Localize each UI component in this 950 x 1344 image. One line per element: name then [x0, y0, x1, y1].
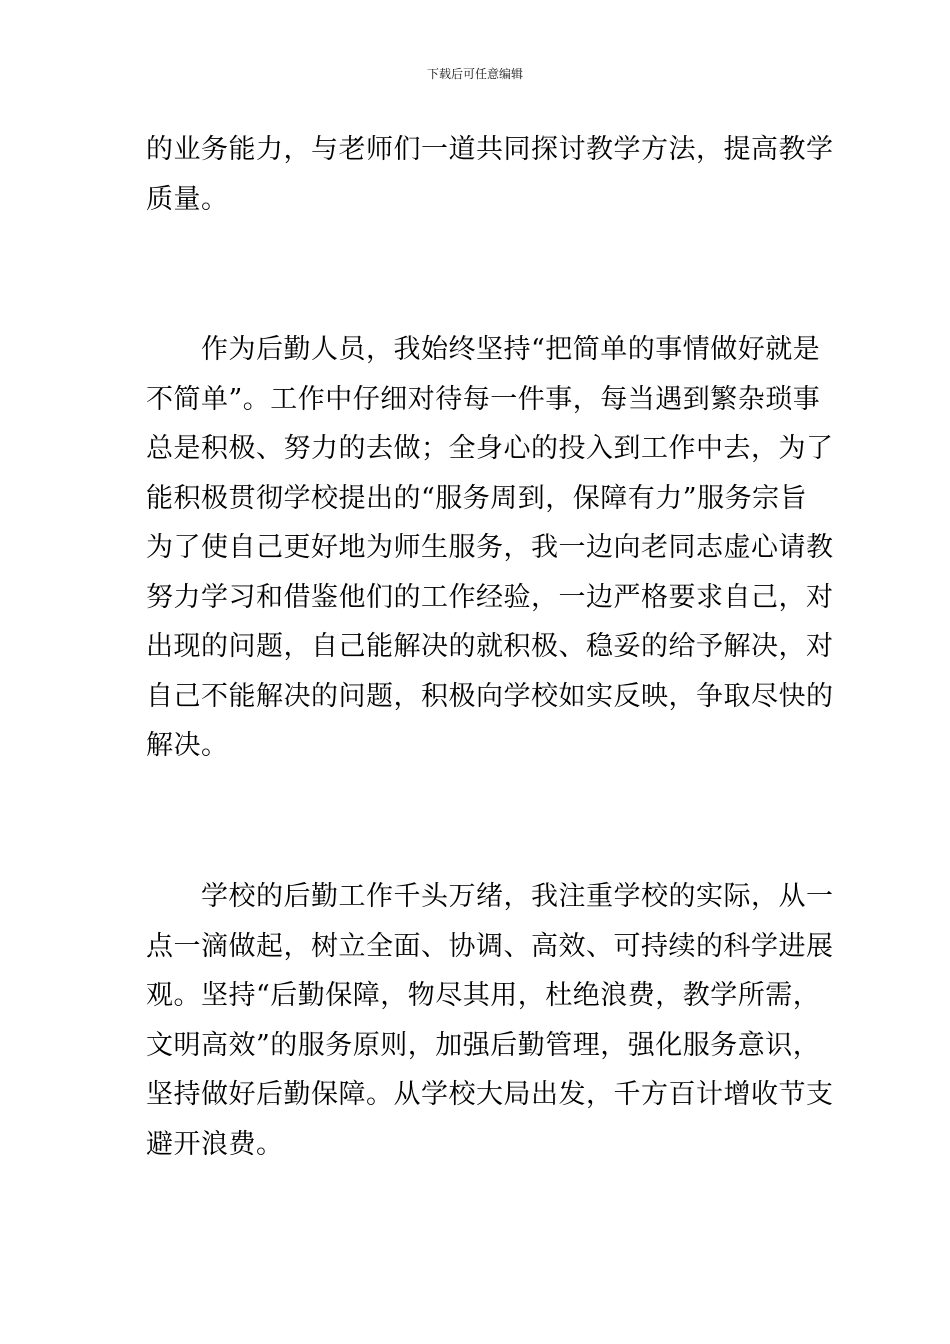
paragraph-line: 的业务能力，与老师们一道共同探讨教学方法，提高教学: [146, 134, 834, 165]
paragraph-line: 坚持做好后勤保障。从学校大局出发，千方百计增收节支: [146, 1079, 834, 1110]
paragraph-line: 观。坚持“后勤保障，物尽其用，杜绝浪费，教学所需，: [146, 980, 821, 1011]
paragraph-3: [146, 872, 834, 1169]
page-header: 下载后可任意编辑: [426, 67, 523, 81]
paragraph-line: 出现的问题，自己能解决的就积极、稳妥的给予解决，对: [146, 631, 834, 662]
paragraph-line: 能积极贯彻学校提出的“服务周到，保障有力”服务宗旨: [146, 482, 808, 514]
paragraph-line: 解决。: [146, 730, 229, 761]
paragraph-line: 总是积极、努力的去做；全身心的投入到工作中去，为了: [146, 433, 834, 464]
paragraph-line: 自己不能解决的问题，积极向学校如实反映，争取尽快的: [146, 680, 834, 712]
paragraph-2: [146, 325, 834, 771]
paragraph-line: 为了使自己更好地为师生服务，我一边向老同志虚心请教: [146, 532, 834, 563]
paragraph-line: 质量。: [146, 183, 229, 215]
paragraph-line: 作为后勤人员，我始终坚持“把简单的事情做好就是: [146, 334, 821, 365]
paragraph-line: 避开浪费。: [146, 1128, 284, 1160]
paragraph-line: 学校的后勤工作千头万绪，我注重学校的实际，从一: [146, 881, 834, 912]
paragraph-line: 文明高效”的服务原则，加强后勤管理，强化服务意识，: [146, 1029, 821, 1061]
paragraph-1: [146, 125, 834, 224]
paragraph-line: 不简单”。工作中仔细对待每一件事，每当遇到繁杂琐事: [146, 383, 821, 415]
paragraph-line: 点一滴做起，树立全面、协调、高效、可持续的科学进展: [146, 930, 834, 962]
paragraph-line: 努力学习和借鉴他们的工作经验，一边严格要求自己，对: [146, 581, 834, 613]
